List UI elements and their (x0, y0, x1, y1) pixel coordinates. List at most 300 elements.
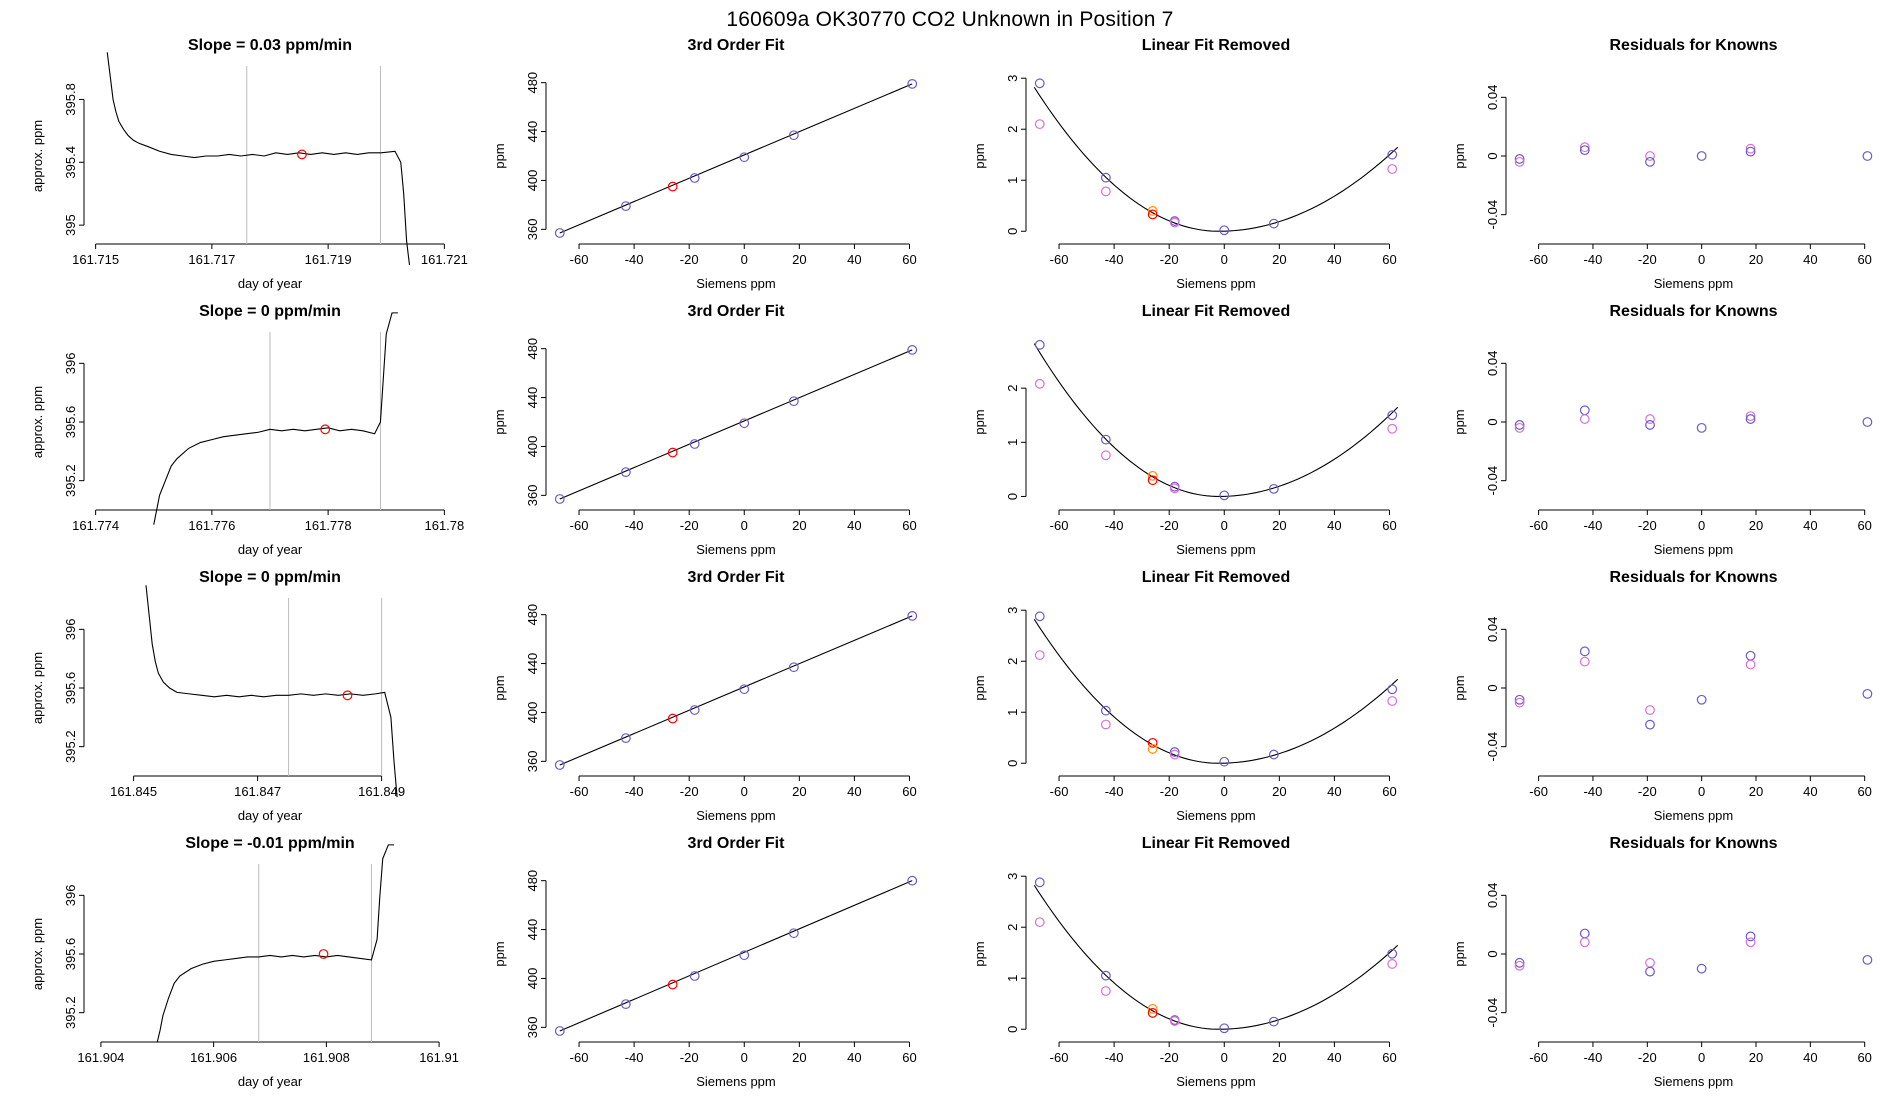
data-point (790, 929, 799, 938)
data-point (1581, 938, 1590, 947)
x-tick-label: 60 (1382, 252, 1397, 267)
x-tick-label: 161.721 (420, 252, 468, 267)
panel-title: Residuals for Knowns (1609, 835, 1778, 852)
x-tick-label: -20 (1159, 784, 1179, 799)
data-point (740, 419, 749, 428)
data-point (1035, 79, 1044, 88)
plot-r4c1 (10, 832, 470, 1098)
x-tick-label: 20 (1748, 252, 1764, 267)
x-tick-label: 20 (1272, 252, 1287, 267)
y-tick-label: 360 (525, 1016, 540, 1039)
panel-title: Linear Fit Removed (1141, 569, 1291, 586)
data-point (1148, 745, 1157, 754)
x-tick-label: -20 (679, 518, 699, 533)
x-tick-label: 161.91 (419, 1050, 459, 1065)
x-tick-label: 40 (1327, 784, 1342, 799)
fit-line (560, 881, 912, 1031)
panel-cell-r2c3 (960, 300, 1420, 566)
data-point (1102, 720, 1111, 729)
x-tick-label: 161.776 (188, 518, 236, 533)
panel-grid (0, 34, 1900, 1100)
x-tick-label: -60 (1529, 1050, 1549, 1065)
x-tick-label: 20 (1272, 518, 1287, 533)
x-tick-label: 60 (1857, 518, 1872, 533)
x-tick-label: -20 (1159, 518, 1179, 533)
data-point (1035, 651, 1044, 660)
plot-r1c3 (960, 34, 1420, 300)
data-line (157, 845, 394, 1042)
plot-r2c2 (480, 300, 940, 566)
y-tick-label: 440 (525, 120, 540, 143)
data-point (1035, 120, 1044, 129)
panel-title: Linear Fit Removed (1141, 303, 1291, 320)
x-axis-label: day of year (237, 808, 303, 823)
x-tick-label: -20 (1159, 252, 1179, 267)
x-tick-label: -20 (1637, 252, 1657, 267)
data-point (1220, 1024, 1229, 1033)
x-tick-label: -60 (569, 518, 589, 533)
y-tick-label: 395 (63, 214, 78, 236)
y-tick-label: -0.04 (1485, 997, 1500, 1028)
y-axis-label: ppm (972, 941, 987, 967)
x-tick-label: 0 (740, 252, 748, 267)
data-point (1102, 987, 1111, 996)
x-tick-label: -60 (1049, 252, 1069, 267)
fit-curve (1034, 87, 1397, 231)
plot-r4c4 (1440, 832, 1895, 1098)
data-point (1746, 660, 1755, 669)
y-tick-label: 0 (1005, 759, 1020, 767)
plot-r3c2 (480, 566, 940, 832)
y-tick-label: 395.8 (63, 83, 78, 116)
x-axis-label: Siemens ppm (1653, 276, 1734, 291)
x-tick-label: -40 (1104, 518, 1124, 533)
x-tick-label: 60 (902, 1050, 917, 1065)
x-tick-label: 161.906 (190, 1050, 238, 1065)
fit-curve (1034, 885, 1397, 1029)
x-tick-label: -60 (1049, 1050, 1069, 1065)
y-axis-label: approx. ppm (30, 119, 45, 193)
y-tick-label: 440 (525, 918, 540, 941)
x-tick-label: -60 (1049, 784, 1069, 799)
y-tick-label: 2 (1005, 384, 1020, 392)
data-point (1746, 938, 1755, 947)
x-tick-label: -60 (1529, 518, 1549, 533)
x-tick-label: -40 (1583, 784, 1603, 799)
data-point (1646, 967, 1655, 976)
data-point (1581, 647, 1590, 656)
panel-cell-r3c2 (480, 566, 940, 832)
data-point (1697, 152, 1706, 161)
panel-cell-r2c2 (480, 300, 940, 566)
y-tick-label: 400 (525, 967, 540, 990)
fit-line (560, 84, 912, 233)
x-axis-label: Siemens ppm (1653, 542, 1734, 557)
y-tick-label: 0 (1485, 684, 1500, 692)
y-tick-label: 0 (1485, 418, 1500, 426)
plot-r3c4 (1440, 566, 1895, 832)
data-point (1220, 757, 1229, 766)
x-tick-label: -60 (1529, 252, 1549, 267)
data-line (146, 585, 397, 797)
y-tick-label: 395.2 (63, 996, 78, 1029)
x-axis-label: Siemens ppm (1176, 542, 1256, 557)
fit-line (560, 616, 912, 765)
x-tick-label: 20 (792, 518, 807, 533)
x-tick-label: -40 (624, 1050, 644, 1065)
x-tick-label: 20 (1748, 518, 1764, 533)
panel-cell-r2c1 (10, 300, 470, 566)
panel-title: 3rd Order Fit (687, 835, 785, 852)
y-tick-label: 0.04 (1485, 84, 1500, 110)
panel-cell-r1c4 (1440, 34, 1895, 300)
data-point (1388, 685, 1397, 694)
x-axis-label: Siemens ppm (1653, 808, 1734, 823)
y-tick-label: 0.04 (1485, 350, 1500, 376)
y-axis-label: ppm (1452, 941, 1467, 967)
fit-line (560, 350, 912, 499)
x-tick-label: -20 (679, 1050, 699, 1065)
y-tick-label: 396 (63, 884, 78, 907)
y-axis-label: ppm (492, 675, 507, 701)
plot-r1c4 (1440, 34, 1895, 300)
data-point (1697, 424, 1706, 433)
x-tick-label: 20 (1748, 784, 1764, 799)
x-axis-label: Siemens ppm (696, 276, 776, 291)
data-point (1646, 720, 1655, 729)
x-tick-label: 40 (847, 1050, 862, 1065)
x-tick-label: 20 (1272, 1050, 1287, 1065)
data-point (1863, 152, 1872, 161)
plot-r3c1 (10, 566, 470, 832)
x-tick-label: 60 (1857, 784, 1872, 799)
x-tick-label: 40 (1803, 518, 1818, 533)
y-tick-label: 0 (1005, 227, 1020, 235)
y-tick-label: 360 (525, 484, 540, 507)
y-tick-label: 3 (1005, 74, 1020, 82)
y-axis-label: ppm (1452, 143, 1467, 169)
data-point (690, 440, 699, 449)
y-tick-label: 395.4 (63, 146, 78, 179)
y-tick-label: 360 (525, 218, 540, 241)
panel-title: Residuals for Knowns (1609, 37, 1778, 54)
y-axis-label: ppm (492, 941, 507, 967)
selected-point-marker (298, 150, 307, 159)
y-axis-label: ppm (492, 409, 507, 435)
x-tick-label: 161.847 (234, 784, 282, 799)
plot-r4c2 (480, 832, 940, 1098)
x-tick-label: 161.845 (110, 784, 158, 799)
data-point (1388, 960, 1397, 969)
y-tick-label: 480 (525, 603, 540, 626)
panel-cell-r4c2 (480, 832, 940, 1098)
x-tick-label: -20 (1637, 784, 1657, 799)
x-tick-label: 20 (792, 1050, 807, 1065)
x-axis-label: Siemens ppm (696, 1074, 776, 1089)
y-tick-label: 1 (1005, 708, 1020, 716)
page-title: 160609a OK30770 CO2 Unknown in Position 7 (726, 8, 1174, 31)
x-tick-label: 40 (847, 252, 862, 267)
data-point (1102, 187, 1111, 196)
plot-r4c3 (960, 832, 1420, 1098)
x-tick-label: 0 (1698, 252, 1706, 267)
x-tick-label: 161.904 (77, 1050, 125, 1065)
data-point (1581, 657, 1590, 666)
x-tick-label: 161.717 (188, 252, 236, 267)
x-tick-label: 0 (740, 1050, 748, 1065)
y-axis-label: approx. ppm (30, 917, 45, 991)
panel-title: 3rd Order Fit (687, 569, 785, 586)
x-tick-label: -40 (1104, 784, 1124, 799)
y-tick-label: 400 (525, 435, 540, 458)
y-tick-label: 0 (1485, 950, 1500, 958)
y-tick-label: 395.6 (63, 937, 78, 971)
x-tick-label: -60 (569, 1050, 589, 1065)
y-axis-label: approx. ppm (30, 385, 45, 459)
x-tick-label: -60 (1529, 784, 1549, 799)
x-tick-label: 161.78 (424, 518, 465, 533)
x-tick-label: -40 (624, 784, 644, 799)
x-tick-label: -20 (1637, 1050, 1657, 1065)
y-tick-label: 480 (525, 869, 540, 892)
x-tick-label: -60 (569, 252, 589, 267)
x-tick-label: 40 (1803, 1050, 1818, 1065)
y-tick-label: 400 (525, 701, 540, 724)
y-tick-label: 3 (1005, 606, 1020, 614)
data-point (1746, 651, 1755, 660)
panel-cell-r1c1 (10, 34, 470, 300)
x-tick-label: 161.908 (302, 1050, 350, 1065)
y-tick-label: 0 (1005, 492, 1020, 501)
x-tick-label: 60 (1857, 1050, 1872, 1065)
data-point (1102, 706, 1111, 715)
data-line (107, 52, 409, 265)
y-tick-label: 0 (1005, 1025, 1020, 1033)
data-point (1035, 380, 1044, 389)
x-tick-label: 20 (1748, 1050, 1764, 1065)
data-point (1581, 415, 1590, 424)
y-tick-label: 0.04 (1485, 882, 1500, 908)
y-tick-label: 396 (63, 352, 78, 375)
y-tick-label: 395.2 (63, 464, 78, 497)
panel-title: Residuals for Knowns (1609, 303, 1778, 320)
x-tick-label: -40 (1583, 252, 1603, 267)
x-axis-label: Siemens ppm (1176, 1074, 1256, 1089)
data-point (1220, 226, 1229, 235)
x-tick-label: 40 (1803, 784, 1818, 799)
data-point (1035, 612, 1044, 621)
panel-row (0, 34, 1900, 300)
x-tick-label: 60 (1382, 1050, 1397, 1065)
x-axis-label: Siemens ppm (696, 542, 776, 557)
data-point (1388, 424, 1397, 433)
x-tick-label: -40 (1104, 252, 1124, 267)
plot-r3c3 (960, 566, 1420, 832)
data-point (1035, 878, 1044, 887)
x-tick-label: -60 (569, 784, 589, 799)
y-tick-label: 480 (525, 71, 540, 94)
data-point (1581, 929, 1590, 938)
panel-cell-r3c4 (1440, 566, 1895, 832)
x-tick-label: 0 (740, 784, 748, 799)
panel-cell-r2c4 (1440, 300, 1895, 566)
y-tick-label: 360 (525, 750, 540, 773)
panel-cell-r3c1 (10, 566, 470, 832)
y-tick-label: 395.6 (63, 671, 78, 705)
x-tick-label: 60 (902, 518, 917, 533)
plot-r2c3 (960, 300, 1420, 566)
x-tick-label: -40 (624, 252, 644, 267)
x-tick-label: 40 (1327, 1050, 1342, 1065)
panel-cell-r1c2 (480, 34, 940, 300)
selected-point-marker (321, 425, 330, 434)
data-point (1646, 158, 1655, 167)
y-tick-label: 3 (1005, 872, 1020, 880)
data-point (1863, 418, 1872, 427)
x-tick-label: 161.778 (304, 518, 352, 533)
data-point (690, 174, 699, 183)
data-point (1646, 959, 1655, 968)
data-point (1581, 406, 1590, 415)
x-tick-label: 60 (1382, 784, 1397, 799)
x-tick-label: 0 (1220, 1050, 1228, 1065)
data-point (740, 153, 749, 162)
data-point (1102, 451, 1111, 460)
x-tick-label: 161.719 (304, 252, 352, 267)
x-tick-label: 0 (1698, 784, 1706, 799)
data-point (1863, 956, 1872, 965)
panel-cell-r4c1 (10, 832, 470, 1098)
data-point (1697, 964, 1706, 973)
fit-curve (1034, 344, 1397, 497)
x-tick-label: -40 (1583, 1050, 1603, 1065)
y-tick-label: -0.04 (1485, 731, 1500, 762)
panel-title: 3rd Order Fit (687, 303, 785, 320)
x-tick-label: -20 (1637, 518, 1657, 533)
panel-cell-r3c3 (960, 566, 1420, 832)
x-tick-label: 60 (1382, 518, 1397, 533)
x-axis-label: Siemens ppm (1176, 808, 1256, 823)
plot-r2c4 (1440, 300, 1895, 566)
y-tick-label: 2 (1005, 923, 1020, 931)
data-point (1646, 421, 1655, 430)
selected-point-marker (343, 691, 352, 700)
y-tick-label: 396 (63, 618, 78, 641)
data-point (1863, 690, 1872, 699)
data-point (740, 685, 749, 694)
x-tick-label: -20 (679, 784, 699, 799)
x-axis-label: day of year (237, 542, 303, 557)
y-axis-label: ppm (1452, 675, 1467, 701)
y-tick-label: 395.6 (63, 405, 78, 439)
y-tick-label: 480 (525, 337, 540, 360)
panel-title: Linear Fit Removed (1141, 835, 1291, 852)
panel-title: Residuals for Knowns (1609, 569, 1778, 586)
y-tick-label: 2 (1005, 125, 1020, 133)
panel-title: Slope = 0 ppm/min (199, 569, 341, 586)
panel-title: Linear Fit Removed (1141, 37, 1291, 54)
x-tick-label: -60 (1049, 518, 1069, 533)
y-tick-label: 440 (525, 386, 540, 409)
panel-title: Slope = 0 ppm/min (199, 303, 341, 320)
panel-cell-r1c3 (960, 34, 1420, 300)
y-tick-label: 2 (1005, 657, 1020, 665)
x-tick-label: 161.849 (358, 784, 406, 799)
x-tick-label: 60 (1857, 252, 1872, 267)
y-tick-label: 0.04 (1485, 616, 1500, 642)
x-tick-label: 0 (1220, 518, 1228, 533)
x-axis-label: Siemens ppm (696, 808, 776, 823)
x-tick-label: -20 (679, 252, 699, 267)
panel-cell-r4c4 (1440, 832, 1895, 1098)
x-tick-label: 0 (1220, 784, 1228, 799)
data-point (1388, 165, 1397, 174)
plot-r2c1 (10, 300, 470, 566)
data-line (154, 313, 398, 525)
x-tick-label: 40 (1327, 518, 1342, 533)
x-tick-label: 0 (1698, 1050, 1706, 1065)
x-axis-label: day of year (237, 1074, 303, 1089)
y-tick-label: 440 (525, 652, 540, 675)
x-tick-label: -20 (1159, 1050, 1179, 1065)
plot-r1c1 (10, 34, 470, 300)
data-point (1388, 697, 1397, 706)
x-tick-label: 60 (902, 784, 917, 799)
y-axis-label: ppm (972, 143, 987, 169)
data-point (1035, 918, 1044, 927)
x-tick-label: 20 (792, 784, 807, 799)
x-tick-label: 40 (1803, 252, 1818, 267)
x-tick-label: 20 (1272, 784, 1287, 799)
y-axis-label: approx. ppm (30, 651, 45, 725)
x-tick-label: 40 (1327, 252, 1342, 267)
x-axis-label: day of year (237, 276, 303, 291)
data-point (690, 706, 699, 715)
x-axis-label: Siemens ppm (1176, 276, 1256, 291)
x-tick-label: 0 (1220, 252, 1228, 267)
x-tick-label: 161.774 (72, 518, 120, 533)
y-axis-label: ppm (972, 409, 987, 435)
y-tick-label: 1 (1005, 438, 1020, 446)
panel-title: Slope = 0.03 ppm/min (187, 37, 353, 54)
plot-r1c2 (480, 34, 940, 300)
x-tick-label: 0 (1698, 518, 1706, 533)
panel-row (0, 300, 1900, 566)
x-tick-label: 40 (847, 784, 862, 799)
data-point (1646, 706, 1655, 715)
y-tick-label: -0.04 (1485, 465, 1500, 496)
x-tick-label: 60 (902, 252, 917, 267)
panel-cell-r4c3 (960, 832, 1420, 1098)
fit-curve (1034, 619, 1397, 763)
x-tick-label: 161.715 (72, 252, 120, 267)
x-tick-label: 0 (740, 518, 748, 533)
data-point (1035, 341, 1044, 350)
data-point (1697, 695, 1706, 704)
y-tick-label: 1 (1005, 176, 1020, 184)
x-axis-label: Siemens ppm (1653, 1074, 1734, 1089)
panel-row (0, 566, 1900, 832)
y-tick-label: 0 (1485, 152, 1500, 160)
x-tick-label: 20 (792, 252, 807, 267)
x-tick-label: 40 (847, 518, 862, 533)
y-tick-label: 1 (1005, 974, 1020, 982)
panel-title: 3rd Order Fit (687, 37, 785, 54)
y-axis-label: ppm (972, 675, 987, 701)
y-tick-label: 400 (525, 169, 540, 192)
y-tick-label: 395.2 (63, 730, 78, 763)
panel-row (0, 832, 1900, 1098)
